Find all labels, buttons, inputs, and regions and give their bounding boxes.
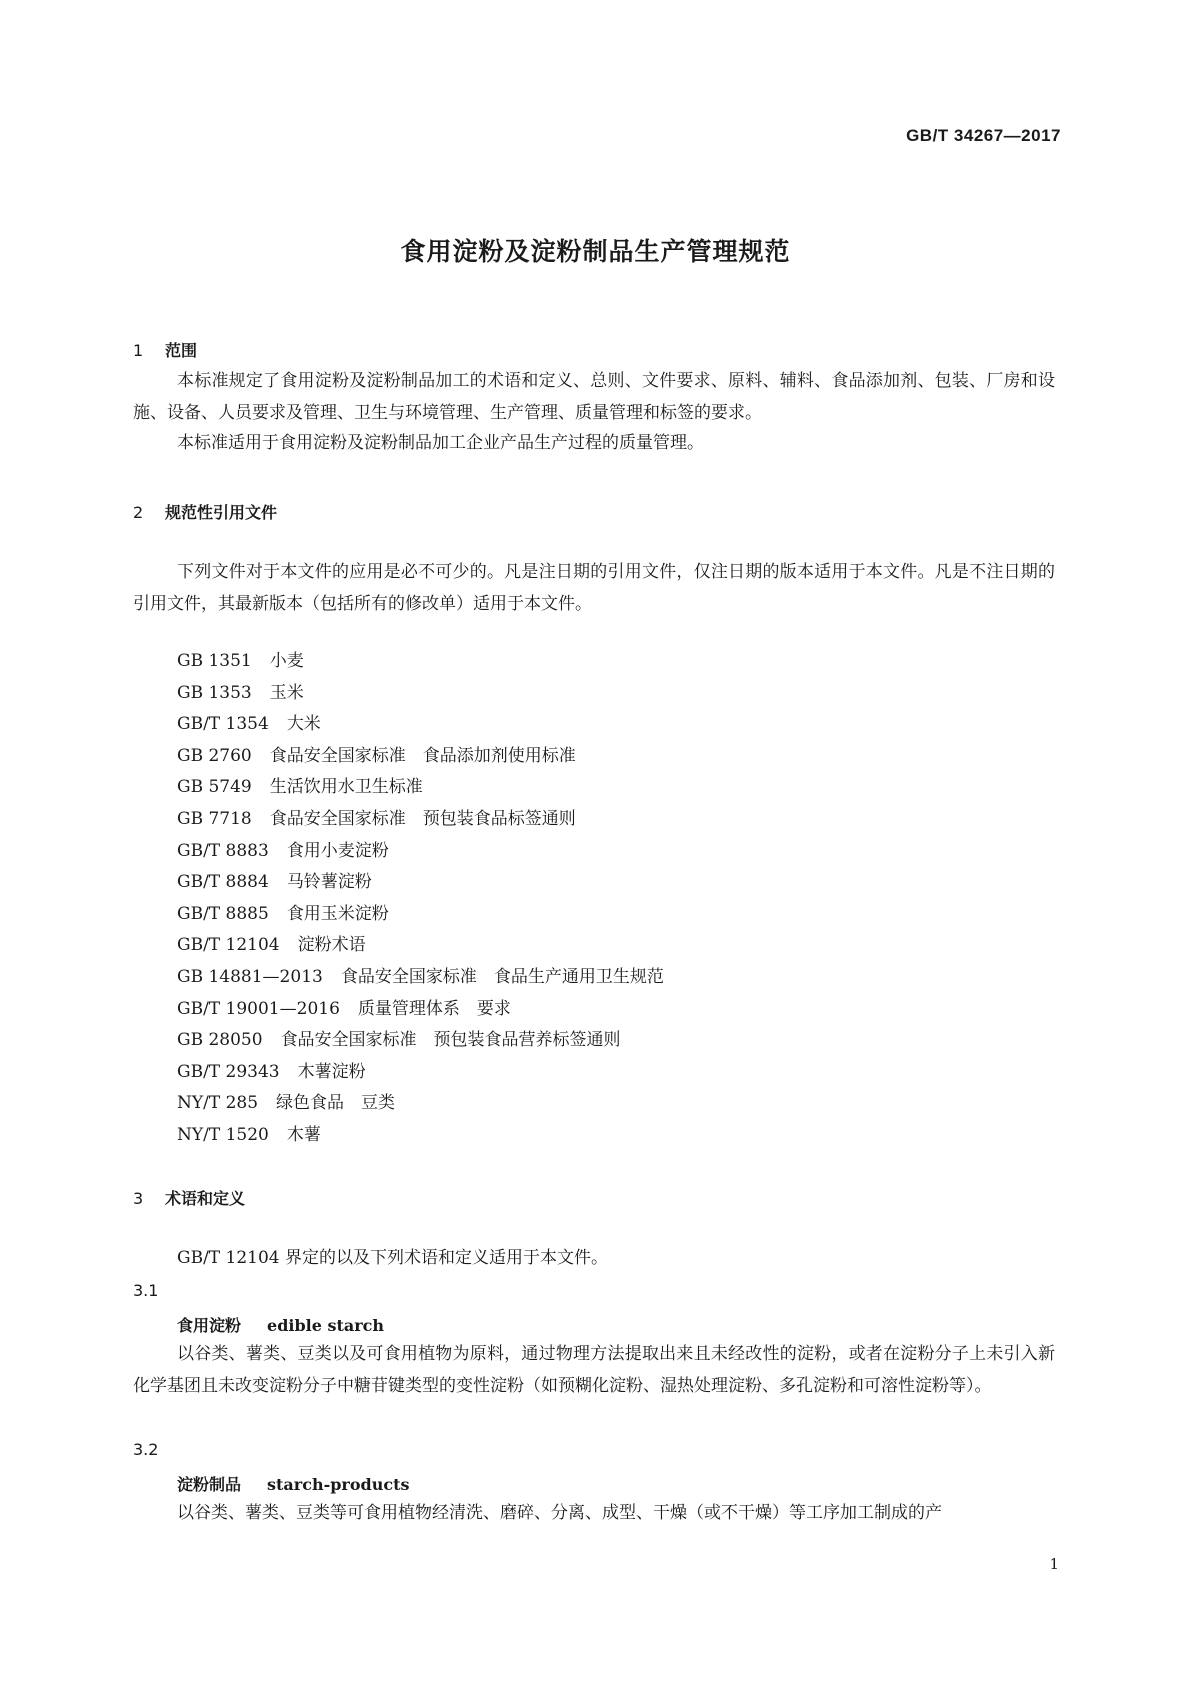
section-title: 范围 bbox=[165, 341, 198, 360]
reference-item bbox=[177, 930, 664, 962]
reference-code: GB 5749 bbox=[177, 777, 252, 798]
normative-reference-list bbox=[177, 646, 664, 1152]
reference-title: 生活饮用水卫生标准 bbox=[269, 777, 423, 798]
reference-code: GB/T 8885 bbox=[177, 903, 269, 924]
reference-item bbox=[177, 741, 664, 773]
reference-item bbox=[177, 994, 664, 1026]
section-number: 3 bbox=[133, 1189, 144, 1208]
reference-title: 食用玉米淀粉 bbox=[286, 903, 389, 924]
reference-item bbox=[177, 836, 664, 868]
page-number: 1 bbox=[1049, 1555, 1059, 1573]
reference-item bbox=[177, 1025, 664, 1057]
term-3-1-definition: 以谷类、薯类、豆类以及可食用植物为原料，通过物理方法提取出来且未经改性的淀粉，或者在淀粉分子上未引入新化学基团且未改变淀粉分子中糖苷键类型的变性淀粉（如预糊化淀粉、湿热处理淀粉、多孔淀粉和可溶性淀粉等）。 bbox=[133, 1344, 1055, 1396]
reference-title: 木薯 bbox=[286, 1124, 321, 1145]
reference-title: 大米 bbox=[286, 714, 321, 735]
reference-code: NY/T 1520 bbox=[177, 1124, 269, 1145]
section-2-paragraph-1: 下列文件对于本文件的应用是必不可少的。凡是注日期的引用文件，仅注日期的版本适用于本文件。凡是不注日期的引用文件，其最新版本（包括所有的修改单）适用于本文件。 bbox=[133, 562, 1055, 614]
reference-code: GB/T 8884 bbox=[177, 872, 269, 893]
reference-title: 食品安全国家标准 预包装食品标签通则 bbox=[269, 808, 576, 829]
reference-code: GB/T 29343 bbox=[177, 1061, 280, 1082]
reference-title: 马铃薯淀粉 bbox=[286, 872, 372, 893]
reference-item bbox=[177, 867, 664, 899]
section-title: 术语和定义 bbox=[165, 1189, 246, 1208]
section-number: 1 bbox=[133, 341, 144, 360]
reference-item bbox=[177, 1088, 664, 1120]
reference-title: 木薯淀粉 bbox=[297, 1061, 366, 1082]
reference-code: GB 2760 bbox=[177, 745, 252, 766]
reference-title: 食品安全国家标准 食品生产通用卫生规范 bbox=[340, 966, 664, 987]
document-title: 食用淀粉及淀粉制品生产管理规范 bbox=[400, 237, 791, 266]
reference-item bbox=[177, 962, 664, 994]
reference-code: GB 7718 bbox=[177, 808, 252, 829]
reference-title: 小麦 bbox=[269, 651, 304, 671]
term-3-2-definition: 以谷类、薯类、豆类等可食用植物经清洗、磨碎、分离、成型、干燥（或不干燥）等工序加工制成的产 bbox=[177, 1503, 942, 1523]
reference-title: 质量管理体系 要求 bbox=[357, 998, 511, 1019]
reference-code: GB 1353 bbox=[177, 682, 252, 703]
section-number: 2 bbox=[133, 503, 144, 522]
term-3-1-heading bbox=[177, 1313, 384, 1336]
section-1-paragraph-1: 本标准规定了食用淀粉及淀粉制品加工的术语和定义、总则、文件要求、原料、辅料、食品添加剂、包装、厂房和设施、设备、人员要求及管理、卫生与环境管理、生产管理、质量管理和标签的要求。 bbox=[133, 371, 1055, 423]
term-3-2-number: 3.2 bbox=[133, 1440, 159, 1459]
term-3-2-heading bbox=[177, 1472, 409, 1495]
term-3-1-number: 3.1 bbox=[133, 1281, 159, 1300]
reference-code: GB 1351 bbox=[177, 651, 252, 671]
section-title: 规范性引用文件 bbox=[165, 503, 278, 522]
reference-title: 食用小麦淀粉 bbox=[286, 840, 389, 861]
reference-item bbox=[177, 899, 664, 931]
standard-code: GB/T 34267—2017 bbox=[906, 126, 1061, 145]
reference-code: NY/T 285 bbox=[177, 1093, 259, 1114]
reference-title: 淀粉术语 bbox=[297, 935, 366, 956]
reference-title: 玉米 bbox=[269, 682, 304, 703]
reference-item bbox=[177, 804, 664, 836]
reference-code: GB/T 1354 bbox=[177, 714, 269, 735]
reference-code: GB/T 8883 bbox=[177, 840, 269, 861]
reference-code: GB/T 19001—2016 bbox=[177, 998, 340, 1019]
reference-item bbox=[177, 678, 664, 710]
reference-code: GB/T 12104 bbox=[177, 935, 280, 956]
section-1-paragraph-2: 本标准适用于食用淀粉及淀粉制品加工企业产品生产过程的质量管理。 bbox=[177, 433, 704, 453]
reference-item bbox=[177, 1057, 664, 1089]
term-cn: 食用淀粉 bbox=[177, 1316, 242, 1335]
reference-title: 绿色食品 豆类 bbox=[276, 1093, 396, 1114]
term-en: starch-products bbox=[267, 1475, 410, 1494]
section-3-heading bbox=[133, 1186, 245, 1209]
reference-code: GB 14881—2013 bbox=[177, 966, 323, 987]
reference-code: GB 28050 bbox=[177, 1030, 263, 1051]
term-cn: 淀粉制品 bbox=[177, 1475, 242, 1494]
reference-item bbox=[177, 1120, 664, 1152]
section-1-heading bbox=[133, 338, 197, 361]
reference-item bbox=[177, 772, 664, 804]
reference-title: 食品安全国家标准 预包装食品营养标签通则 bbox=[280, 1030, 621, 1051]
reference-title: 食品安全国家标准 食品添加剂使用标准 bbox=[269, 745, 576, 766]
term-en: edible starch bbox=[267, 1316, 385, 1335]
reference-item bbox=[177, 709, 664, 741]
reference-item bbox=[177, 646, 664, 678]
section-3-paragraph-1: GB/T 12104 界定的以及下列术语和定义适用于本文件。 bbox=[177, 1248, 609, 1268]
section-2-heading bbox=[133, 500, 277, 523]
